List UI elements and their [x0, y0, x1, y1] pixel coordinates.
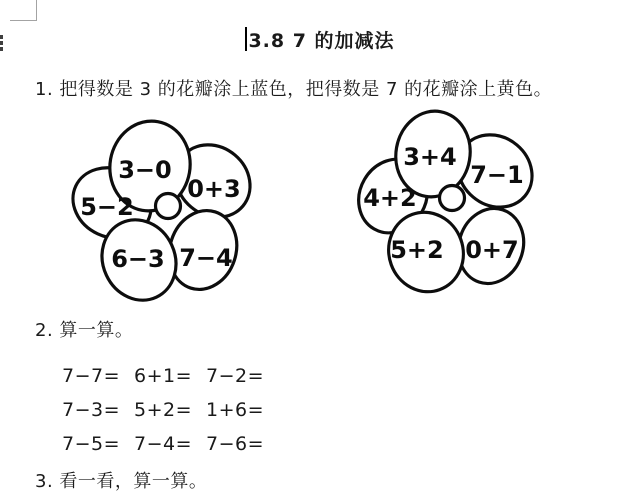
- equation: 7−3=: [62, 399, 121, 421]
- equation: 6+1=: [134, 365, 193, 387]
- petal-label: 5−2: [80, 193, 134, 221]
- flower-figures: [60, 108, 540, 310]
- petal-label: 3+4: [403, 143, 457, 171]
- page-corner-mark: [10, 20, 37, 21]
- petal-label: 7−4: [179, 244, 233, 272]
- equation: 7−7=: [62, 365, 121, 387]
- petal-label: 6−3: [111, 245, 165, 273]
- equation: 5+2=: [134, 399, 193, 421]
- equation: 7−6=: [206, 433, 265, 455]
- flower-right[interactable]: [345, 105, 546, 302]
- flower-left[interactable]: [61, 115, 264, 313]
- petal-label: 0+3: [187, 175, 241, 203]
- question1-text[interactable]: 1. 把得数是 3 的花瓣涂上蓝色，把得数是 7 的花瓣涂上黄色。: [35, 79, 553, 100]
- equation: 7−5=: [62, 433, 121, 455]
- page-title-text: 3.8 7 的加减法: [248, 30, 395, 52]
- equation-row[interactable]: [62, 367, 278, 386]
- petal-label: 7−1: [470, 161, 524, 189]
- petal-label: 4+2: [363, 184, 417, 212]
- equation: 7−4=: [134, 433, 193, 455]
- petal-label: 0+7: [465, 236, 519, 264]
- flower-center: [156, 194, 181, 219]
- question3-text[interactable]: 3. 看一看，算一算。: [35, 471, 208, 492]
- equation-row[interactable]: [62, 435, 278, 454]
- page-title[interactable]: [0, 27, 640, 54]
- petal-label: 3−0: [118, 156, 172, 184]
- petal-label: 5+2: [390, 236, 444, 264]
- equation: 7−2=: [206, 365, 265, 387]
- question2-label[interactable]: 2. 算一算。: [35, 320, 134, 341]
- equation-row[interactable]: [62, 401, 278, 420]
- flower-center: [440, 186, 465, 211]
- equation: 1+6=: [206, 399, 265, 421]
- page-corner-mark: [36, 0, 37, 21]
